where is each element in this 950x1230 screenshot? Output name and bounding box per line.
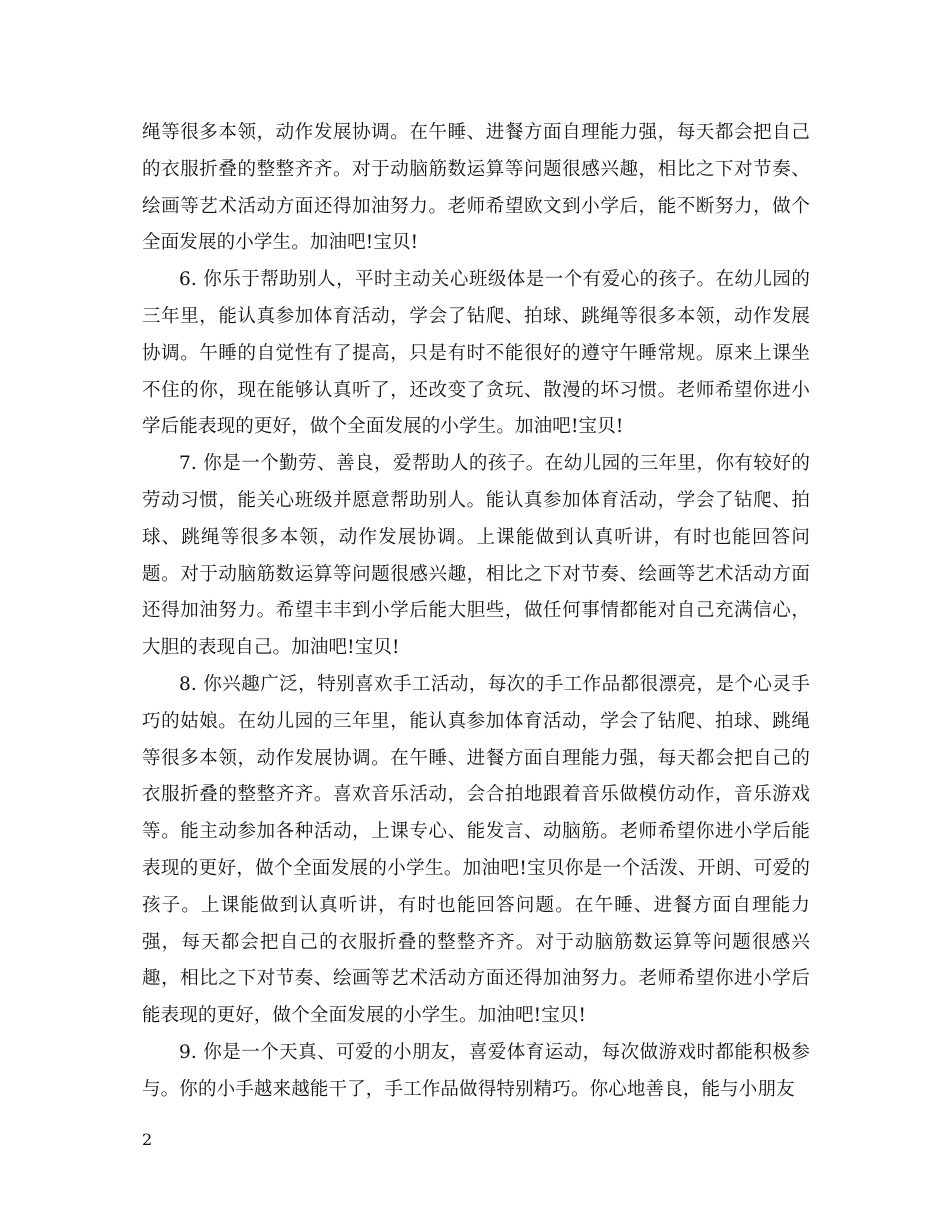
- paragraph-7: 7. 你是一个勤劳、善良，爱帮助人的孩子。在幼儿园的三年里，你有较好的劳动习惯，能关心班级并愿意帮助别人。能认真参加体育活动，学会了钻爬、拍球、跳绳等很多本领，动作发展协调。上课能做到认真听讲，有时也能回答问题。对于动脑筋数运算等问题很感兴趣，相比之下对节奏、绘画等艺术活动方面还得加油努力。希望丰丰到小学后能大胆些，做任何事情都能对自己充满信心，大胆的表现自己。加油吧!宝贝!: [142, 453, 810, 659]
- paragraph-5-continuation: 绳等很多本领，动作发展协调。在午睡、进餐方面自理能力强，每天都会把自己的衣服折叠的整整齐齐。对于动脑筋数运算等问题很感兴趣，相比之下对节奏、绘画等艺术活动方面还得加油努力。老师希望欧文到小学后，能不断努力，做个全面发展的小学生。加油吧!宝贝!: [142, 122, 810, 254]
- document-body: [142, 115, 810, 1109]
- page-number: 2: [142, 1130, 153, 1149]
- paragraph-8: 8. 你兴趣广泛，特别喜欢手工活动，每次的手工作品都很漂亮，是个心灵手巧的姑娘。在幼儿园的三年里，能认真参加体育活动，学会了钻爬、拍球、跳绳等很多本领，动作发展协调。在午睡、进餐方面自理能力强，每天都会把自己的衣服折叠的整整齐齐。喜欢音乐活动，会合拍地跟着音乐做模仿动作，音乐游戏等。能主动参加各种活动，上课专心、能发言、动脑筋。老师希望你进小学后能表现的更好，做个全面发展的小学生。加油吧!宝贝你是一个活泼、开朗、可爱的孩子。上课能做到认真听讲，有时也能回答问题。在午睡、进餐方面自理能力强，每天都会把自己的衣服折叠的整整齐齐。对于动脑筋数运算等问题很感兴趣，相比之下对节奏、绘画等艺术活动方面还得加油努力。老师希望你进小学后能表现的更好，做个全面发展的小学生。加油吧!宝贝!: [142, 673, 810, 1027]
- paragraph-9: 9. 你是一个天真、可爱的小朋友，喜爱体育运动，每次做游戏时都能积极参与。你的小手越来越能干了，手工作品做得特别精巧。你心地善良，能与小朋友: [142, 1041, 810, 1100]
- paragraph-6: 6. 你乐于帮助别人，平时主动关心班级体是一个有爱心的孩子。在幼儿园的三年里，能认真参加体育活动，学会了钻爬、拍球、跳绳等很多本领，动作发展协调。午睡的自觉性有了提高，只是有时不能很好的遵守午睡常规。原来上课坐不住的你，现在能够认真听了，还改变了贪玩、散漫的坏习惯。老师希望你进小学后能表现的更好，做个全面发展的小学生。加油吧!宝贝!: [142, 269, 810, 438]
